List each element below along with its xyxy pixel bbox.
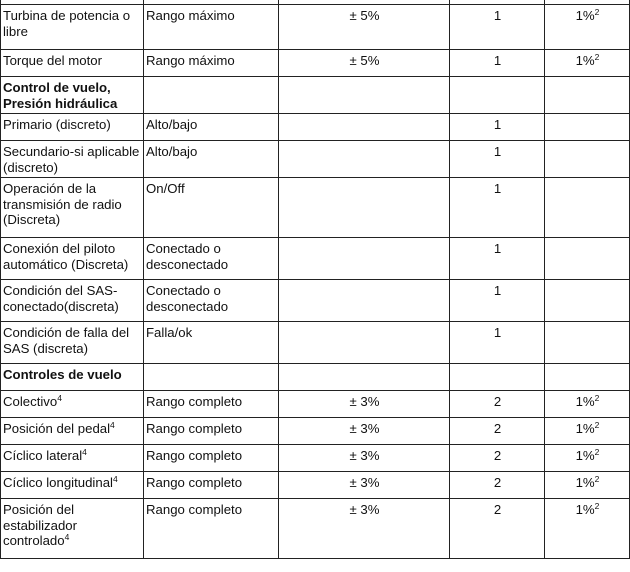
interval-cell	[450, 114, 545, 141]
range-cell-text: Rango completo	[146, 394, 243, 409]
parameter-cell-text: Conexión del piloto automático (Discreta)	[3, 241, 129, 272]
footnote-marker: 2	[594, 52, 600, 62]
footnote-marker: 4	[57, 393, 62, 403]
range-cell	[144, 141, 279, 178]
resolution-cell	[545, 114, 630, 141]
accuracy-cell	[279, 391, 450, 418]
parameter-cell-text: Secundario-si aplicable (discreto)	[3, 144, 140, 175]
accuracy-cell	[279, 238, 450, 280]
resolution-cell	[545, 499, 630, 559]
range-cell	[144, 391, 279, 418]
resolution-cell	[545, 391, 630, 418]
interval-cell	[450, 391, 545, 418]
interval-cell	[450, 178, 545, 238]
interval-cell-text: 2	[493, 448, 502, 463]
interval-cell-text: 2	[493, 394, 502, 409]
interval-cell-text: 2	[493, 475, 502, 490]
parameter-cell-text: Condición del SAS-conectado(discreta)	[3, 283, 119, 314]
interval-cell	[450, 141, 545, 178]
accuracy-cell	[279, 445, 450, 472]
accuracy-cell-text: ± 3%	[349, 448, 380, 463]
resolution-cell	[545, 445, 630, 472]
range-cell-text: Rango máximo	[146, 53, 235, 68]
parameter-cell-text: Torque del motor	[3, 53, 102, 68]
resolution-cell	[545, 50, 630, 77]
parameter-cell-text: Posición del pedal	[3, 421, 111, 436]
accuracy-cell	[279, 499, 450, 559]
range-cell	[144, 445, 279, 472]
resolution-cell	[545, 472, 630, 499]
interval-cell-text: 1	[493, 144, 502, 159]
resolution-cell-text: 1%	[575, 502, 595, 517]
table-row	[1, 280, 630, 322]
range-cell	[144, 114, 279, 141]
interval-cell	[450, 238, 545, 280]
range-cell-text: Falla/ok	[146, 325, 193, 340]
interval-cell	[450, 364, 545, 391]
footnote-marker: 4	[82, 447, 87, 457]
parameter-cell	[1, 364, 144, 391]
footnote-marker: 4	[110, 420, 115, 430]
footnote-marker: 2	[594, 7, 600, 17]
resolution-cell	[545, 280, 630, 322]
table-row	[1, 50, 630, 77]
resolution-cell	[545, 418, 630, 445]
table-row	[1, 418, 630, 445]
accuracy-cell	[279, 50, 450, 77]
accuracy-cell	[279, 141, 450, 178]
interval-cell-text: 2	[493, 502, 502, 517]
accuracy-cell	[279, 418, 450, 445]
interval-cell-text: 1	[493, 53, 502, 68]
range-cell-text: Conectado o desconectado	[146, 241, 229, 272]
footnote-marker: 2	[594, 447, 600, 457]
table-row	[1, 141, 630, 178]
parameter-cell	[1, 238, 144, 280]
interval-cell	[450, 472, 545, 499]
interval-cell	[450, 280, 545, 322]
range-cell	[144, 50, 279, 77]
range-cell-text: Rango máximo	[146, 8, 235, 23]
accuracy-cell-text: ± 3%	[349, 421, 380, 436]
interval-cell-text: 1	[493, 325, 502, 340]
range-cell	[144, 77, 279, 114]
interval-cell-text: 1	[493, 283, 502, 298]
parameter-cell-text: Colectivo	[3, 394, 58, 409]
interval-cell	[450, 445, 545, 472]
parameter-cell	[1, 141, 144, 178]
accuracy-cell	[279, 5, 450, 50]
interval-cell	[450, 499, 545, 559]
footnote-marker: 2	[594, 393, 600, 403]
accuracy-cell	[279, 364, 450, 391]
range-cell	[144, 5, 279, 50]
table-row	[1, 114, 630, 141]
table-row	[1, 5, 630, 50]
table-row	[1, 238, 630, 280]
parameter-cell-text: Cíclico longitudinal	[3, 475, 113, 490]
footnote-marker: 2	[594, 420, 600, 430]
range-cell	[144, 280, 279, 322]
accuracy-cell	[279, 322, 450, 364]
range-cell-text: Alto/bajo	[146, 144, 198, 159]
resolution-cell	[545, 5, 630, 50]
parameter-cell	[1, 499, 144, 559]
resolution-cell-text: 1%	[575, 394, 595, 409]
parameter-cell	[1, 280, 144, 322]
table-row	[1, 445, 630, 472]
range-cell-text: Rango completo	[146, 448, 243, 463]
accuracy-cell-text: ± 3%	[349, 502, 380, 517]
section-header-row	[1, 77, 630, 114]
resolution-cell	[545, 364, 630, 391]
resolution-cell-text: 1%	[575, 8, 595, 23]
table-row	[1, 472, 630, 499]
accuracy-cell	[279, 472, 450, 499]
accuracy-cell-text: ± 3%	[349, 394, 380, 409]
range-cell	[144, 238, 279, 280]
parameter-table-body	[1, 0, 630, 559]
accuracy-cell-text: ± 3%	[349, 475, 380, 490]
range-cell	[144, 472, 279, 499]
parameter-cell-text: Operación de la transmisión de radio (Discreta)	[3, 181, 122, 227]
parameter-cell	[1, 472, 144, 499]
range-cell-text: Rango completo	[146, 502, 243, 517]
parameter-cell-text: Control de vuelo, Presión hidráulica	[3, 80, 118, 111]
resolution-cell	[545, 178, 630, 238]
interval-cell-text: 1	[493, 181, 502, 196]
interval-cell-text: 1	[493, 241, 502, 256]
parameter-cell	[1, 178, 144, 238]
parameter-cell	[1, 445, 144, 472]
table-row	[1, 322, 630, 364]
parameter-cell	[1, 77, 144, 114]
parameter-cell	[1, 5, 144, 50]
resolution-cell	[545, 77, 630, 114]
parameter-cell-text: Controles de vuelo	[3, 367, 122, 382]
accuracy-cell	[279, 178, 450, 238]
interval-cell-text: 2	[493, 421, 502, 436]
interval-cell-text: 1	[493, 8, 502, 23]
range-cell-text: Rango completo	[146, 421, 243, 436]
accuracy-cell	[279, 114, 450, 141]
footnote-marker: 2	[594, 474, 600, 484]
footnote-marker: 4	[64, 532, 70, 542]
resolution-cell-text: 1%	[575, 421, 595, 436]
resolution-cell-text: 1%	[575, 475, 595, 490]
parameter-cell-text: Cíclico lateral	[3, 448, 83, 463]
table-row	[1, 178, 630, 238]
resolution-cell-text: 1%	[575, 448, 595, 463]
footnote-marker: 2	[594, 501, 600, 511]
resolution-cell	[545, 238, 630, 280]
parameter-cell	[1, 50, 144, 77]
accuracy-cell-text: ± 5%	[349, 8, 380, 23]
resolution-cell-text: 1%	[575, 53, 595, 68]
resolution-cell	[545, 322, 630, 364]
table-row	[1, 391, 630, 418]
range-cell	[144, 364, 279, 391]
range-cell-text: On/Off	[146, 181, 185, 196]
parameter-cell	[1, 322, 144, 364]
range-cell-text: Conectado o desconectado	[146, 283, 229, 314]
interval-cell	[450, 322, 545, 364]
range-cell	[144, 178, 279, 238]
interval-cell	[450, 50, 545, 77]
range-cell-text: Rango completo	[146, 475, 243, 490]
parameter-cell-text: Condición de falla del SAS (discreta)	[3, 325, 130, 356]
parameter-cell-text: Turbina de potencia o libre	[3, 8, 131, 39]
footnote-marker: 4	[112, 474, 118, 484]
accuracy-cell	[279, 77, 450, 114]
resolution-cell	[545, 141, 630, 178]
interval-cell	[450, 77, 545, 114]
interval-cell	[450, 418, 545, 445]
parameter-cell	[1, 114, 144, 141]
accuracy-cell	[279, 280, 450, 322]
interval-cell	[450, 5, 545, 50]
accuracy-cell-text: ± 5%	[349, 53, 380, 68]
range-cell	[144, 499, 279, 559]
parameter-cell-text: Primario (discreto)	[3, 117, 111, 132]
range-cell	[144, 322, 279, 364]
range-cell-text: Alto/bajo	[146, 117, 198, 132]
parameter-cell	[1, 418, 144, 445]
interval-cell-text: 1	[493, 117, 502, 132]
parameter-cell-text: Posición del estabilizador controlado	[3, 502, 78, 548]
section-header-row	[1, 364, 630, 391]
table-row	[1, 499, 630, 559]
parameter-cell	[1, 391, 144, 418]
range-cell	[144, 418, 279, 445]
